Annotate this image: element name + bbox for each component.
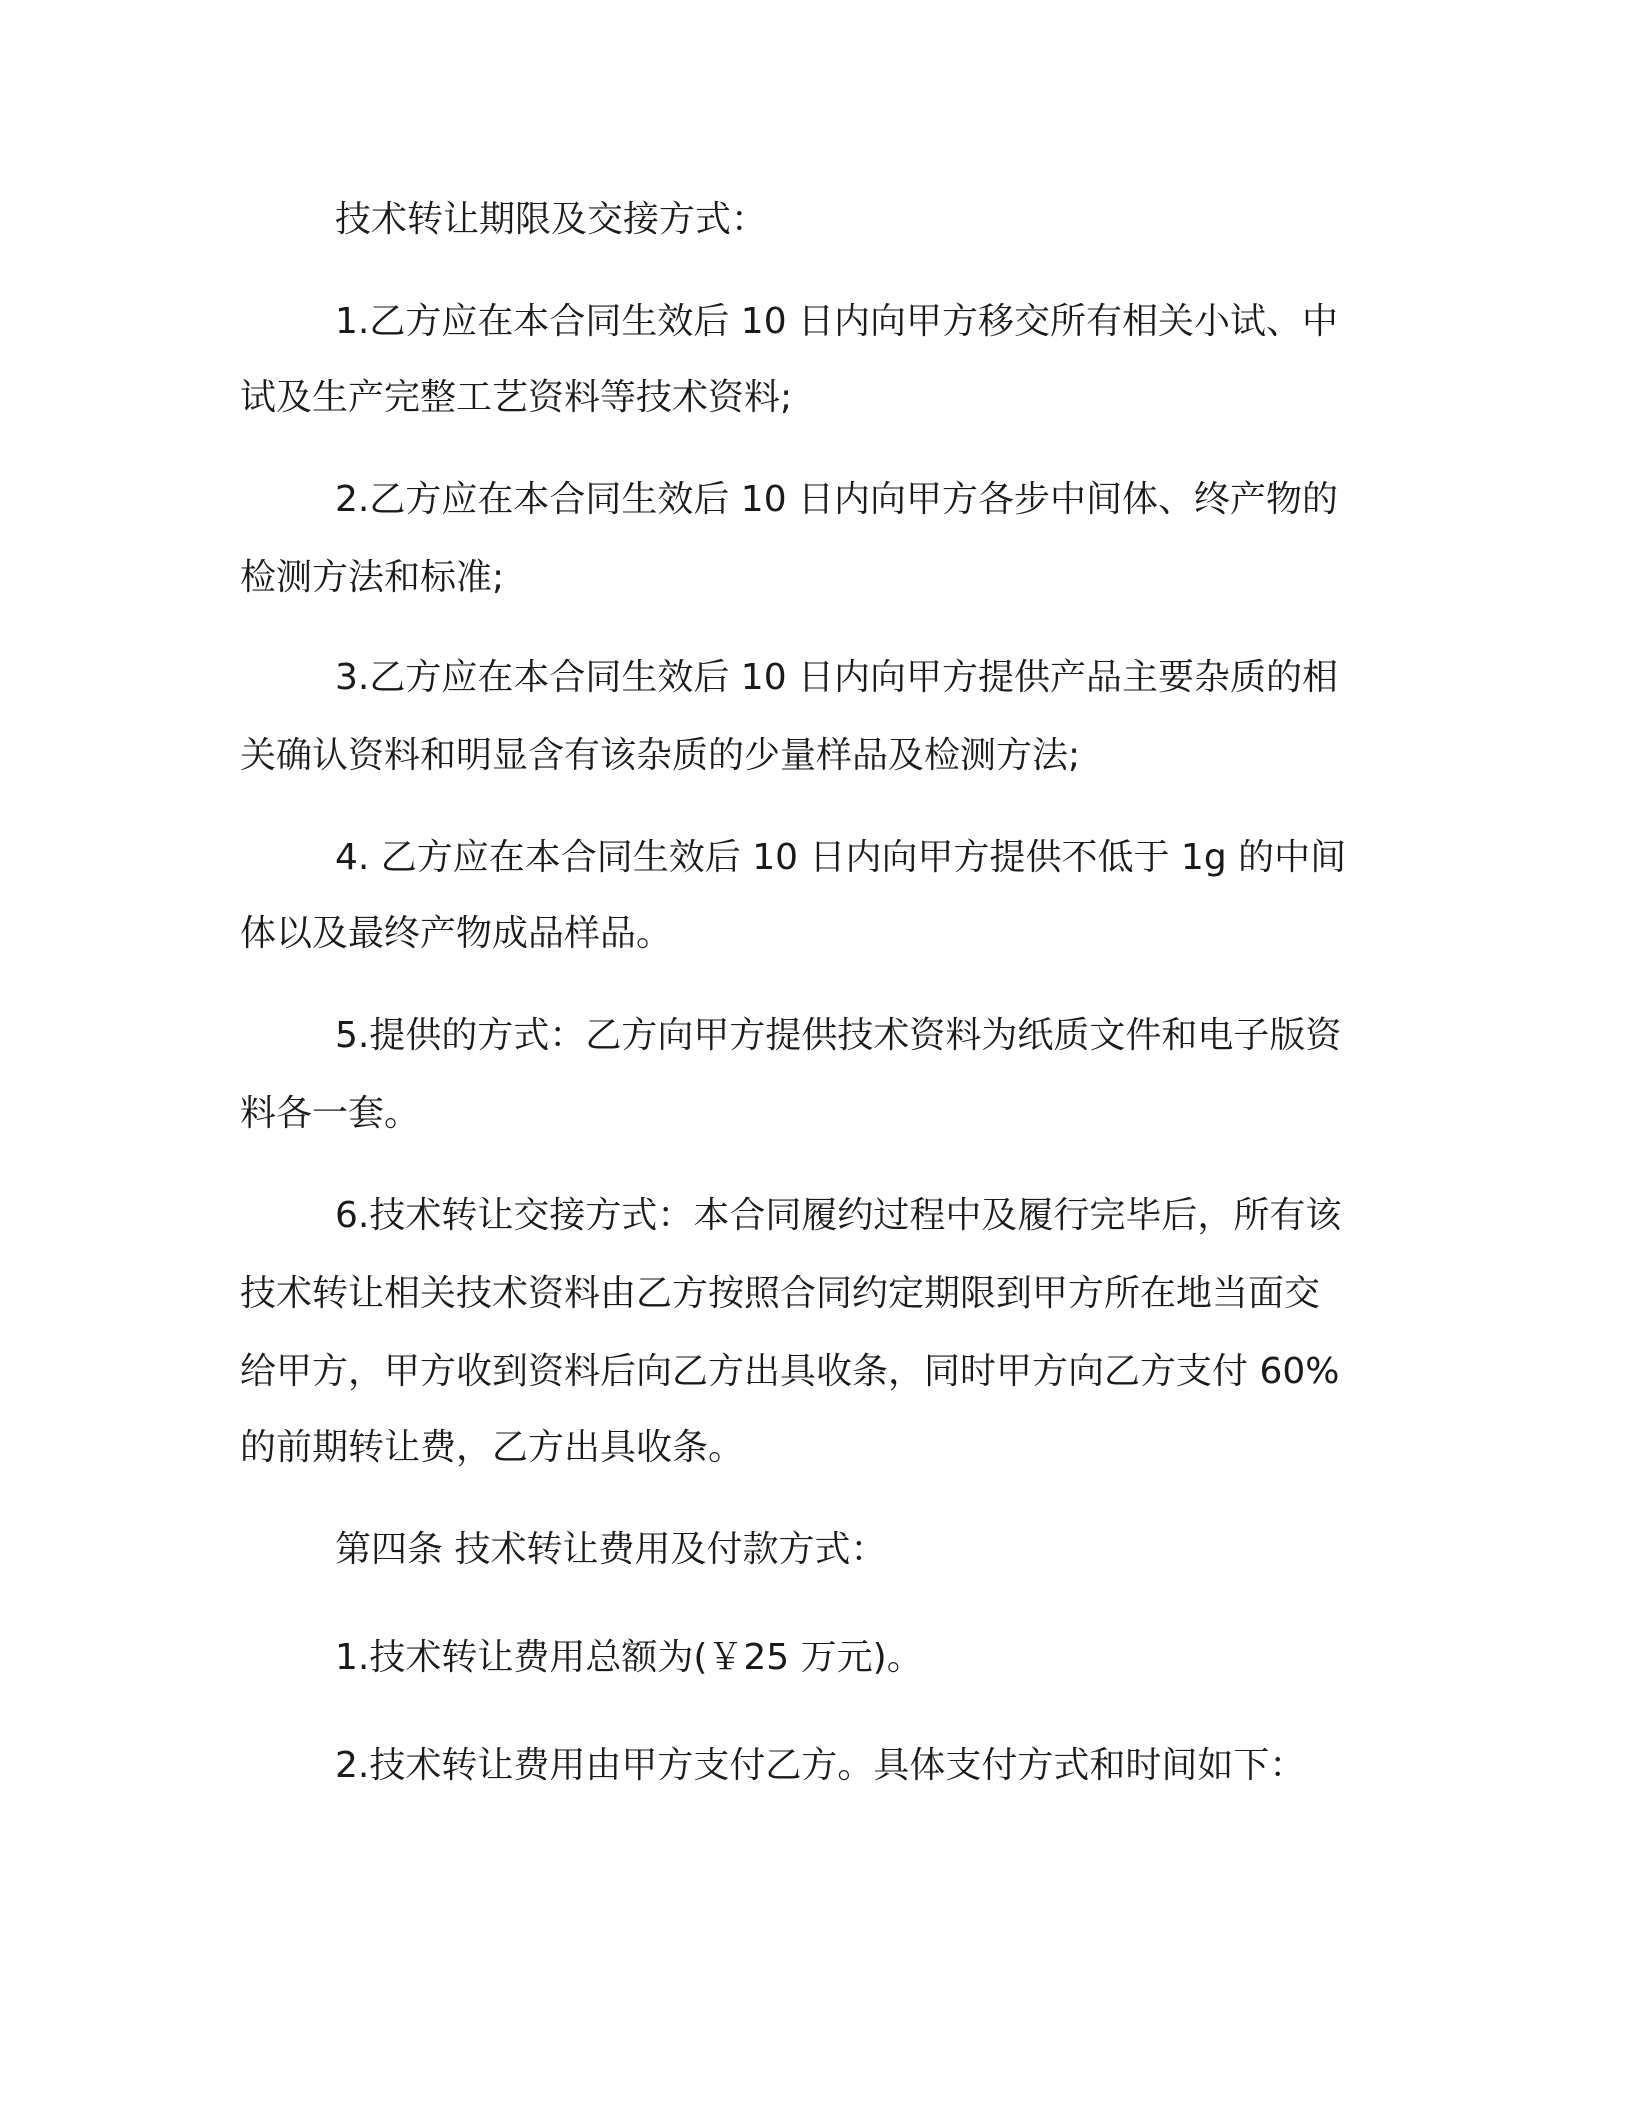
item-1-line-2: 试及生产完整工艺资料等技术资料; bbox=[240, 377, 793, 418]
item-6-line-2: 技术转让相关技术资料由乙方按照合同约定期限到甲方所在地当面交 bbox=[240, 1273, 1321, 1314]
item-5-line-1: 5.提供的方式：乙方向甲方提供技术资料为纸质文件和电子版资 bbox=[335, 1015, 1342, 1056]
item-3-line-1: 3.乙方应在本合同生效后 10 日内向甲方提供产品主要杂质的相 bbox=[335, 657, 1339, 698]
item-5-line-2: 料各一套。 bbox=[240, 1093, 421, 1134]
fee-item-1: 1.技术转让费用总额为(￥25 万元)。 bbox=[335, 1637, 923, 1678]
item-2-line-2: 检测方法和标准; bbox=[240, 557, 505, 598]
item-2-line-1: 2.乙方应在本合同生效后 10 日内向甲方各步中间体、终产物的 bbox=[335, 479, 1339, 520]
fee-item-2: 2.技术转让费用由甲方支付乙方。具体支付方式和时间如下： bbox=[335, 1745, 1306, 1786]
article-4-heading: 第四条 技术转让费用及付款方式： bbox=[335, 1529, 887, 1570]
item-3-line-2: 关确认资料和明显含有该杂质的少量样品及检测方法; bbox=[240, 735, 1081, 776]
item-6-line-3: 给甲方，甲方收到资料后向乙方出具收条，同时甲方向乙方支付 60% bbox=[240, 1351, 1340, 1392]
item-1-line-1: 1.乙方应在本合同生效后 10 日内向甲方移交所有相关小试、中 bbox=[335, 301, 1339, 342]
section-heading-transfer: 技术转让期限及交接方式： bbox=[335, 199, 768, 240]
item-4-line-2: 体以及最终产物成品样品。 bbox=[240, 913, 673, 954]
item-6-line-1: 6.技术转让交接方式：本合同履约过程中及履行完毕后，所有该 bbox=[335, 1195, 1342, 1236]
item-6-line-4: 的前期转让费，乙方出具收条。 bbox=[240, 1427, 745, 1468]
item-4-line-1: 4. 乙方应在本合同生效后 10 日内向甲方提供不低于 1g 的中间 bbox=[335, 837, 1347, 878]
